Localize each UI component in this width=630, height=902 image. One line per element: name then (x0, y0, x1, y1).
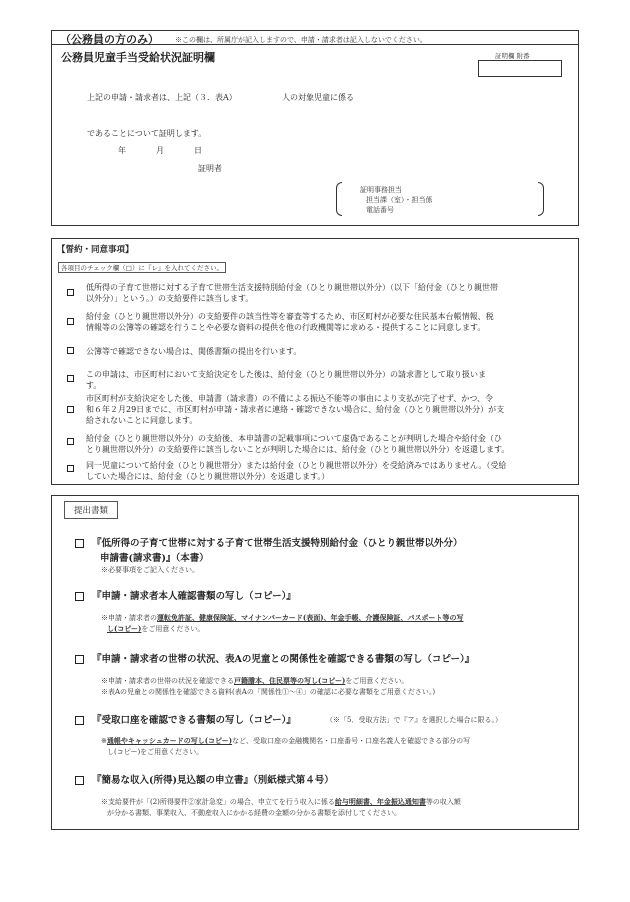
doc5-note1-underlined: 給与明細書、年金振込通知書 (334, 797, 426, 806)
cert-number-label: 証明欄 附番 (495, 52, 530, 60)
pledge-item-5-line1: 市区町村が支給決定をした後、申請書（請求書）の不備による振込不能等の事由により支払が完了せず、かつ、令 (86, 394, 494, 403)
certifier-label: 証明者 (198, 164, 222, 173)
doc4-title: 『受取口座を確認できる書類の写し（コピー）』 (92, 715, 296, 726)
cert-number-field[interactable] (478, 60, 562, 77)
cert-statement-line1-a: 上記の申請・請求者は、上記（３．表A） (87, 93, 237, 102)
doc3-note1-suffix: をご用意ください。 (345, 677, 409, 685)
pledge-item-6-line1: 給付金（ひとり親世帯以外分）の支給後、本申請書の記載事項について虚偽であることが判明した場合や給付金（ひ (86, 434, 502, 443)
pledge-checkbox-4[interactable] (67, 375, 74, 382)
pledge-checkbox-3[interactable] (67, 347, 74, 354)
doc4-note-line2: し(コピー)をご用意ください。 (107, 748, 204, 756)
doc1-note: ※必要事項をご記入ください。 (101, 566, 199, 574)
pledge-title: 【誓約・同意事項】 (57, 245, 134, 255)
contact-office-label: 証明事務担当 (360, 186, 402, 194)
doc3-note-line1 (101, 676, 408, 686)
doc5-checkbox[interactable] (75, 776, 84, 785)
contact-dept-label: 担当課（室）・担当係 (366, 196, 433, 204)
doc2-note-suffix: をご用意ください。 (141, 625, 205, 633)
pledge-item-1-line2: 以外分）」という。）の支給要件に該当します。 (86, 294, 254, 303)
pledge-item-4-line1: この申請は、市区町村において支給決定をした後は、給付金（ひとり親世帯以外分）の請求書として取り扱いま (86, 370, 486, 379)
doc1-title-line1: 『低所得の子育て世帯に対する子育て世帯生活支援特別給付金（ひとり親世帯以外分） (92, 538, 463, 549)
cert-statement-line1-b: 人の対象児童に係る (282, 93, 354, 102)
doc3-note1-prefix: ※申請・請求者の世帯の状況を確認できる (101, 677, 234, 685)
official-header-note: ※この欄は、所属庁が記入しますので、申請・請求者は記入しないでください。 (175, 36, 427, 44)
doc1-checkbox[interactable] (75, 539, 84, 548)
doc3-note1-underlined: 戸籍謄本、住民票等の写し(コピー) (234, 676, 346, 685)
pledge-item-6-line2: とり親世帯以外分）の支給要件に該当しないことが判明した場合には、給付金（ひとり親世帯以外分）を返還します。 (86, 445, 510, 454)
pledge-item-7-line2: していた場合には、給付金（ひとり親世帯以外分）を返還します。） (86, 472, 330, 481)
pledge-item-7-line1: 同一児童について給付金（ひとり親世帯分）または給付金（ひとり親世帯以外分）を受給済みではありません。（受給 (86, 461, 507, 470)
pledge-item-5-line2: 和６年２月29日までに、市区町村が申請・請求者に連絡・確認できない場合に、給付金（ひとり親世帯以外分）が支 (86, 405, 505, 414)
pledge-checkbox-1[interactable] (67, 289, 74, 296)
contact-phone-label: 電話番号 (366, 206, 394, 214)
date-day-label: 日 (194, 146, 202, 155)
official-section-title: 公務員児童手当受給状況証明欄 (61, 51, 215, 64)
pledge-instruction: 各項目のチェック欄（□）に『レ』を入れてください。 (58, 262, 226, 273)
doc4-title-note: （※「5．受取方法」で『ア』を選択した場合に限る。） (326, 716, 502, 724)
doc4-note-prefix: ※ (101, 737, 107, 745)
doc3-checkbox[interactable] (75, 655, 84, 664)
doc4-note-underlined: 通帳やキャッシュカードの写し(コピー) (106, 736, 233, 745)
pledge-item-1-line1: 低所得の子育て世帯に対する子育て世帯生活支援特別給付金（ひとり親世帯以外分）（以下「給付金（ひとり親世帯 (86, 283, 498, 292)
pledge-item-5-line3: 給されないことに同意します。 (86, 416, 198, 425)
doc2-note-line2 (107, 624, 204, 634)
pledge-checkbox-5[interactable] (67, 406, 74, 413)
pledge-checkbox-7[interactable] (67, 465, 74, 472)
doc4-checkbox[interactable] (75, 716, 84, 725)
doc2-title: 『申請・請求者本人確認書類の写し（コピー）』 (92, 591, 296, 602)
date-year-label: 年 (118, 146, 126, 155)
doc5-title: 『簡易な収入(所得)見込額の申立書』（別紙様式第４号） (92, 775, 334, 786)
doc2-note-underlined-2: し(コピー) (107, 624, 142, 633)
doc2-checkbox[interactable] (75, 592, 84, 601)
submission-documents-label: 提出書類 (64, 501, 118, 519)
pledge-item-3-line1: 公簿等で確認できない場合は、関係書類の提出を行います。 (86, 347, 302, 356)
pledge-item-4-line2: す。 (86, 381, 102, 390)
doc2-note-line1 (101, 613, 464, 623)
date-month-label: 月 (156, 146, 164, 155)
doc4-note-mid: など、受取口座の金融機関名・口座番号・口座名義人を確認できる部分の写 (232, 737, 471, 745)
contact-bracket-right (538, 182, 544, 216)
doc1-title-line2: 申請書(請求書)』（本書） (100, 553, 209, 564)
doc2-note-underlined: 運転免許証、健康保険証、マイナンバーカード(表面)、年金手帳、介護保険証、パスポート等の写 (157, 613, 464, 622)
doc5-note1-prefix: ※支給要件が「(2)所得要件②家計急変」の場合、申立てを行う収入に係る (101, 798, 335, 806)
pledge-checkbox-2[interactable] (67, 318, 74, 325)
contact-bracket-left (336, 182, 342, 216)
doc5-note1-suffix: 等の収入額 (425, 798, 461, 806)
cert-statement-line2: であることについて証明します。 (87, 129, 207, 138)
doc4-note-line1 (101, 736, 470, 746)
doc5-note-line2: が分かる書類、事業収入、不動産収入にかかる経費の金額の分かる書類を添付してください。 (107, 809, 401, 817)
doc3-note-line2: ※表Aの児童との関係性を確認できる資料(表Aの「関係性①～④」の確認に必要な書類をご用意ください。) (101, 688, 436, 696)
child-count-field[interactable] (238, 89, 278, 102)
pledge-item-2-line2: 情報等の公簿等の確認を行うことや必要な資料の提供を他の行政機関等に求める・提供することに同意します。 (86, 323, 486, 332)
pledge-item-2-line1: 給付金（ひとり親世帯以外分）の支給要件の該当性等を審査等するため、市区町村が必要な住民基本台帳情報、税 (86, 312, 494, 321)
pledge-checkbox-6[interactable] (67, 438, 74, 445)
official-header-label: （公務員の方のみ） (60, 33, 159, 46)
doc3-title: 『申請・請求者の世帯の状況、表Aの児童との関係性を確認できる書類の写し（コピー）』 (92, 654, 475, 665)
doc5-note-line1 (101, 797, 461, 807)
doc2-note-prefix: ※申請・請求者の (101, 614, 157, 622)
